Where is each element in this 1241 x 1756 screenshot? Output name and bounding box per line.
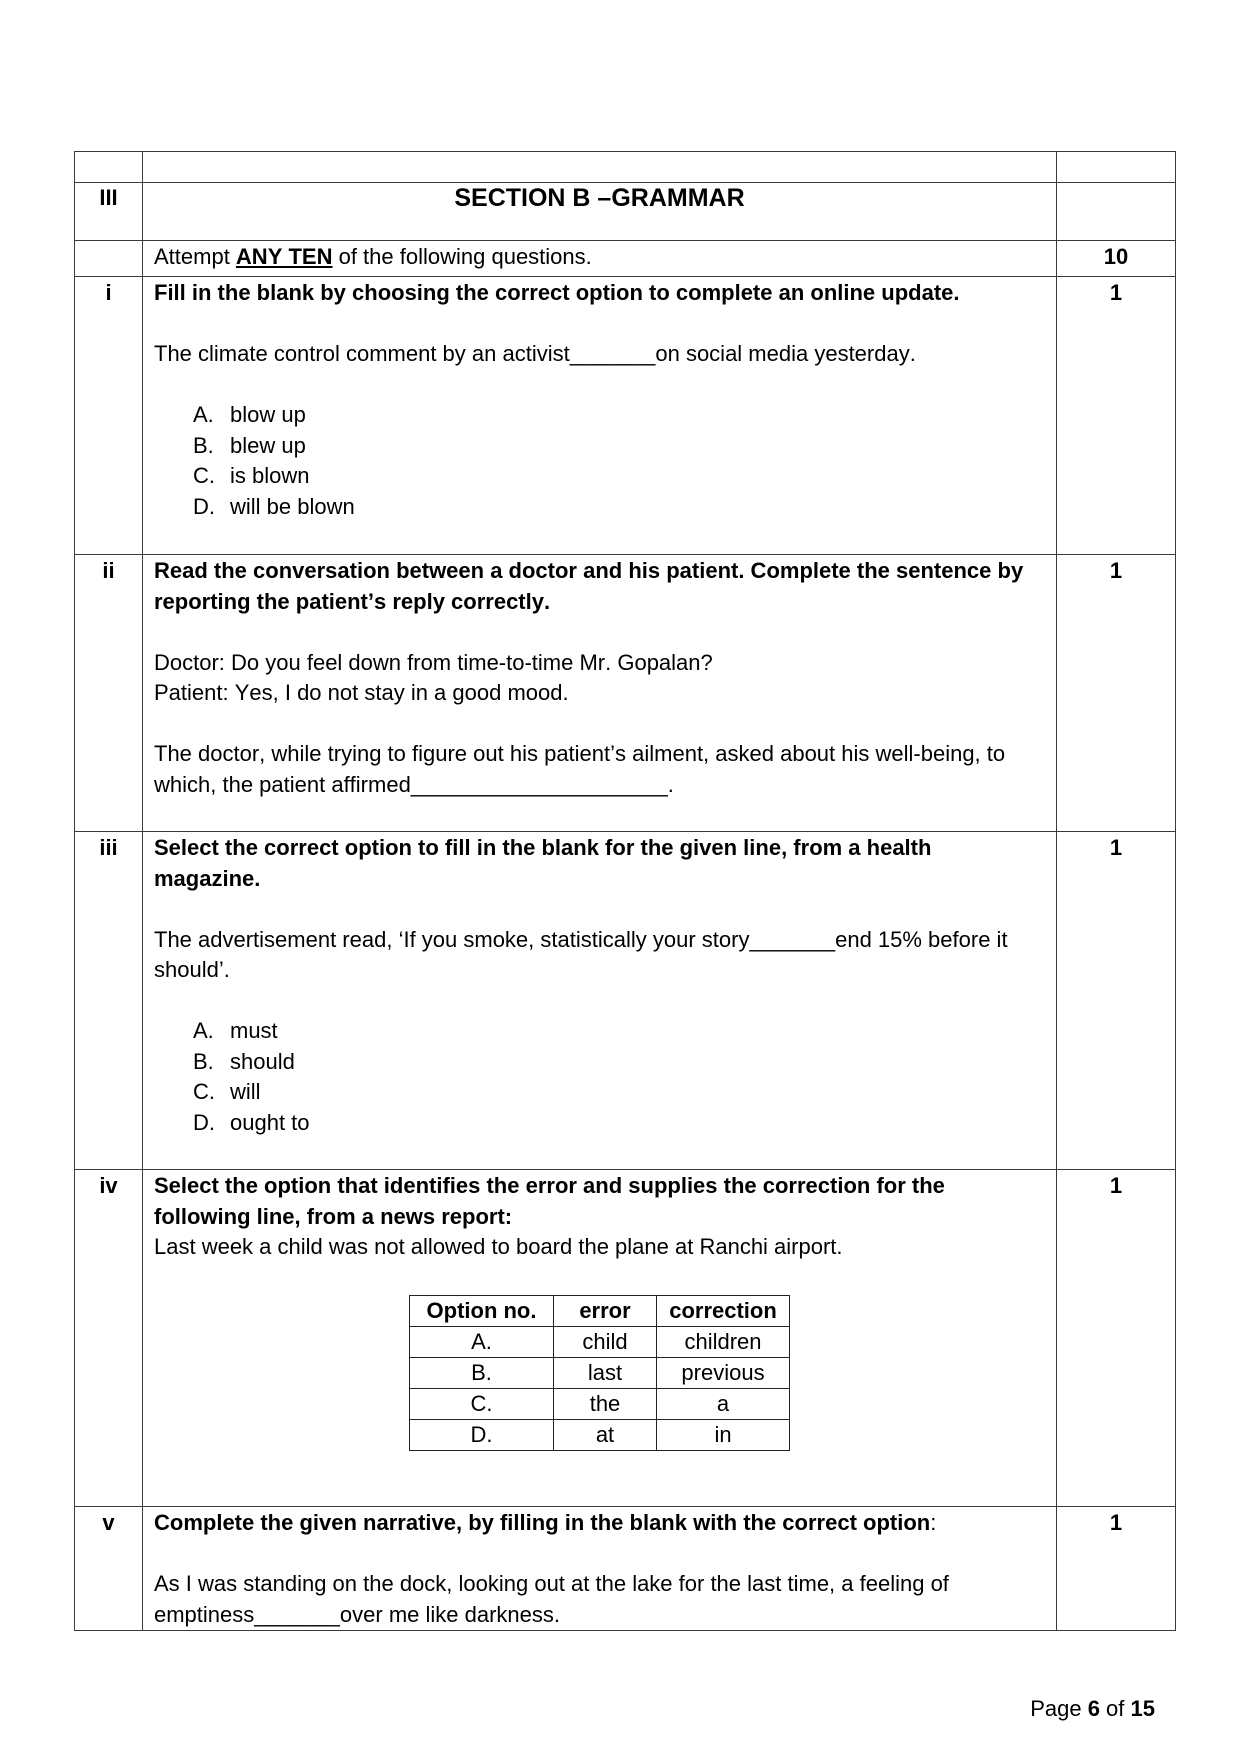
option-label: B. [193, 432, 214, 458]
option-text: blow up [230, 402, 306, 427]
question-number: v [102, 1510, 115, 1535]
blank-cell [75, 152, 143, 183]
error-table-cell-error: child [554, 1326, 657, 1357]
error-table-header-correction: correction [657, 1295, 790, 1326]
option-label: B. [193, 1048, 214, 1074]
option-label: D. [193, 1109, 215, 1135]
option-label: C. [193, 1079, 215, 1104]
question-number: ii [102, 558, 115, 583]
footer-separator: of [1099, 1696, 1131, 1721]
question-marks: 1 [1109, 1173, 1123, 1198]
question-marks: 1 [1109, 1510, 1123, 1535]
section-marks-cell [1057, 183, 1176, 241]
option-list [154, 400, 1029, 522]
question-number: iii [99, 835, 118, 860]
blank-cell [1057, 152, 1176, 183]
option-text: will [230, 1079, 261, 1104]
question-row [75, 1170, 1176, 1507]
question-sentence: Last week a child was not allowed to board the plane at Ranchi airport. [154, 1234, 843, 1259]
error-table-cell-correction: a [657, 1388, 790, 1419]
question-row [75, 1507, 1176, 1631]
section-title: SECTION B –GRAMMAR [454, 184, 745, 212]
error-table-cell-option: A. [410, 1326, 554, 1357]
option-text: must [230, 1018, 278, 1043]
instruction-row [75, 241, 1176, 277]
question-body-cell [143, 555, 1057, 832]
instruction-text [154, 242, 1029, 273]
option-list [154, 1016, 1029, 1138]
option-item [154, 1047, 1029, 1078]
question-marks: 1 [1109, 558, 1123, 583]
question-body-cell [143, 1507, 1057, 1631]
total-marks: 10 [1103, 244, 1129, 269]
dialogue-line-patient: Patient: Yes, I do not stay in a good mood. [154, 680, 569, 705]
error-table-cell-correction: children [657, 1326, 790, 1357]
option-text: is blown [230, 463, 310, 488]
question-prompt: Select the correct option to fill in the blank for the given line, from a health magazine. [154, 835, 932, 891]
option-label: A. [193, 1018, 214, 1043]
question-marks: 1 [1109, 835, 1123, 860]
option-item [154, 1108, 1029, 1139]
question-prompt: Fill in the blank by choosing the correct option to complete an online update. [154, 280, 960, 305]
error-table-header-error: error [554, 1295, 657, 1326]
question-row [75, 277, 1176, 555]
question-sentence: The climate control comment by an activist_______on social media yesterday. [154, 341, 916, 366]
instruction-marks-cell [1057, 241, 1176, 277]
option-item [154, 400, 1029, 431]
question-number-cell [75, 832, 143, 1170]
error-table-cell-option: D. [410, 1419, 554, 1450]
section-title-cell [143, 183, 1057, 241]
question-prompt: Select the option that identifies the error and supplies the correction for the following line, from a news report: [154, 1173, 945, 1229]
option-text: will be blown [230, 493, 355, 519]
option-item [154, 461, 1029, 492]
page-footer [1030, 1694, 1155, 1724]
question-number-cell [75, 1507, 143, 1631]
table-top-row [75, 152, 1176, 183]
option-item [154, 431, 1029, 462]
instruction-prefix: Attempt [154, 244, 236, 269]
footer-prefix: Page [1030, 1696, 1088, 1721]
blank-cell [143, 152, 1057, 183]
error-table-cell-option: B. [410, 1357, 554, 1388]
question-prompt-suffix: : [930, 1510, 937, 1535]
option-label: D. [193, 493, 215, 519]
total-page-count: 15 [1130, 1696, 1155, 1721]
error-table-header-row [410, 1295, 790, 1326]
question-row [75, 555, 1176, 832]
question-marks-cell [1057, 1170, 1176, 1507]
question-marks-cell [1057, 555, 1176, 832]
error-table-cell-correction: in [657, 1419, 790, 1450]
question-marks-cell [1057, 1507, 1176, 1631]
question-prompt: Read the conversation between a doctor and his patient. Complete the sentence by reporting the patient’s reply correctly. [154, 558, 1024, 614]
question-table [74, 151, 1176, 1631]
question-number: i [105, 280, 112, 305]
option-label: A. [193, 402, 214, 427]
question-sentence: The advertisement read, ‘If you smoke, statistically your story_______end 15% before it should’. [154, 926, 1008, 982]
question-prompt: Complete the given narrative, by filling in the blank with the correct option [154, 1510, 931, 1535]
section-header-row [75, 183, 1176, 241]
question-body-cell [143, 832, 1057, 1170]
question-number-cell [75, 277, 143, 555]
option-label: C. [193, 463, 215, 488]
error-table-row [410, 1388, 790, 1419]
dialogue-line-doctor: Doctor: Do you feel down from time-to-time Mr. Gopalan? [154, 649, 713, 675]
question-number: iv [99, 1173, 118, 1198]
question-prompt-line [154, 1508, 1029, 1539]
error-table-row [410, 1357, 790, 1388]
question-marks: 1 [1109, 280, 1123, 305]
error-table-cell-error: last [554, 1357, 657, 1388]
question-row [75, 832, 1176, 1170]
instruction-number-cell [75, 241, 143, 277]
question-marks-cell [1057, 832, 1176, 1170]
error-table-header-option: Option no. [410, 1295, 554, 1326]
error-table-row [410, 1419, 790, 1450]
question-number-cell [75, 1170, 143, 1507]
error-table-cell-option: C. [410, 1388, 554, 1419]
section-number-cell [75, 183, 143, 241]
instruction-cell [143, 241, 1057, 277]
option-item [154, 1016, 1029, 1047]
question-sentence: As I was standing on the dock, looking out at the lake for the last time, a feeling of emptiness_______over me like darkness. [154, 1571, 949, 1627]
question-marks-cell [1057, 277, 1176, 555]
option-text: should [230, 1048, 295, 1074]
error-table-cell-error: the [554, 1388, 657, 1419]
option-text: ought to [230, 1109, 310, 1135]
question-number-cell [75, 555, 143, 832]
error-table-cell-error: at [554, 1419, 657, 1450]
section-number: III [99, 185, 118, 210]
question-body-cell [143, 277, 1057, 555]
error-table-cell-correction: previous [657, 1357, 790, 1388]
instruction-suffix: of the following questions. [332, 244, 592, 269]
option-item [154, 1077, 1029, 1108]
current-page-number: 6 [1087, 1696, 1100, 1721]
instruction-emphasis: ANY TEN [235, 244, 333, 269]
error-correction-table [409, 1295, 790, 1451]
question-sentence: The doctor, while trying to figure out his patient’s ailment, asked about his well-being, to which, the patient affirmed_____________________. [154, 741, 1006, 797]
error-table-row [410, 1326, 790, 1357]
option-text: blew up [230, 432, 306, 458]
option-item [154, 492, 1029, 523]
question-body-cell [143, 1170, 1057, 1507]
